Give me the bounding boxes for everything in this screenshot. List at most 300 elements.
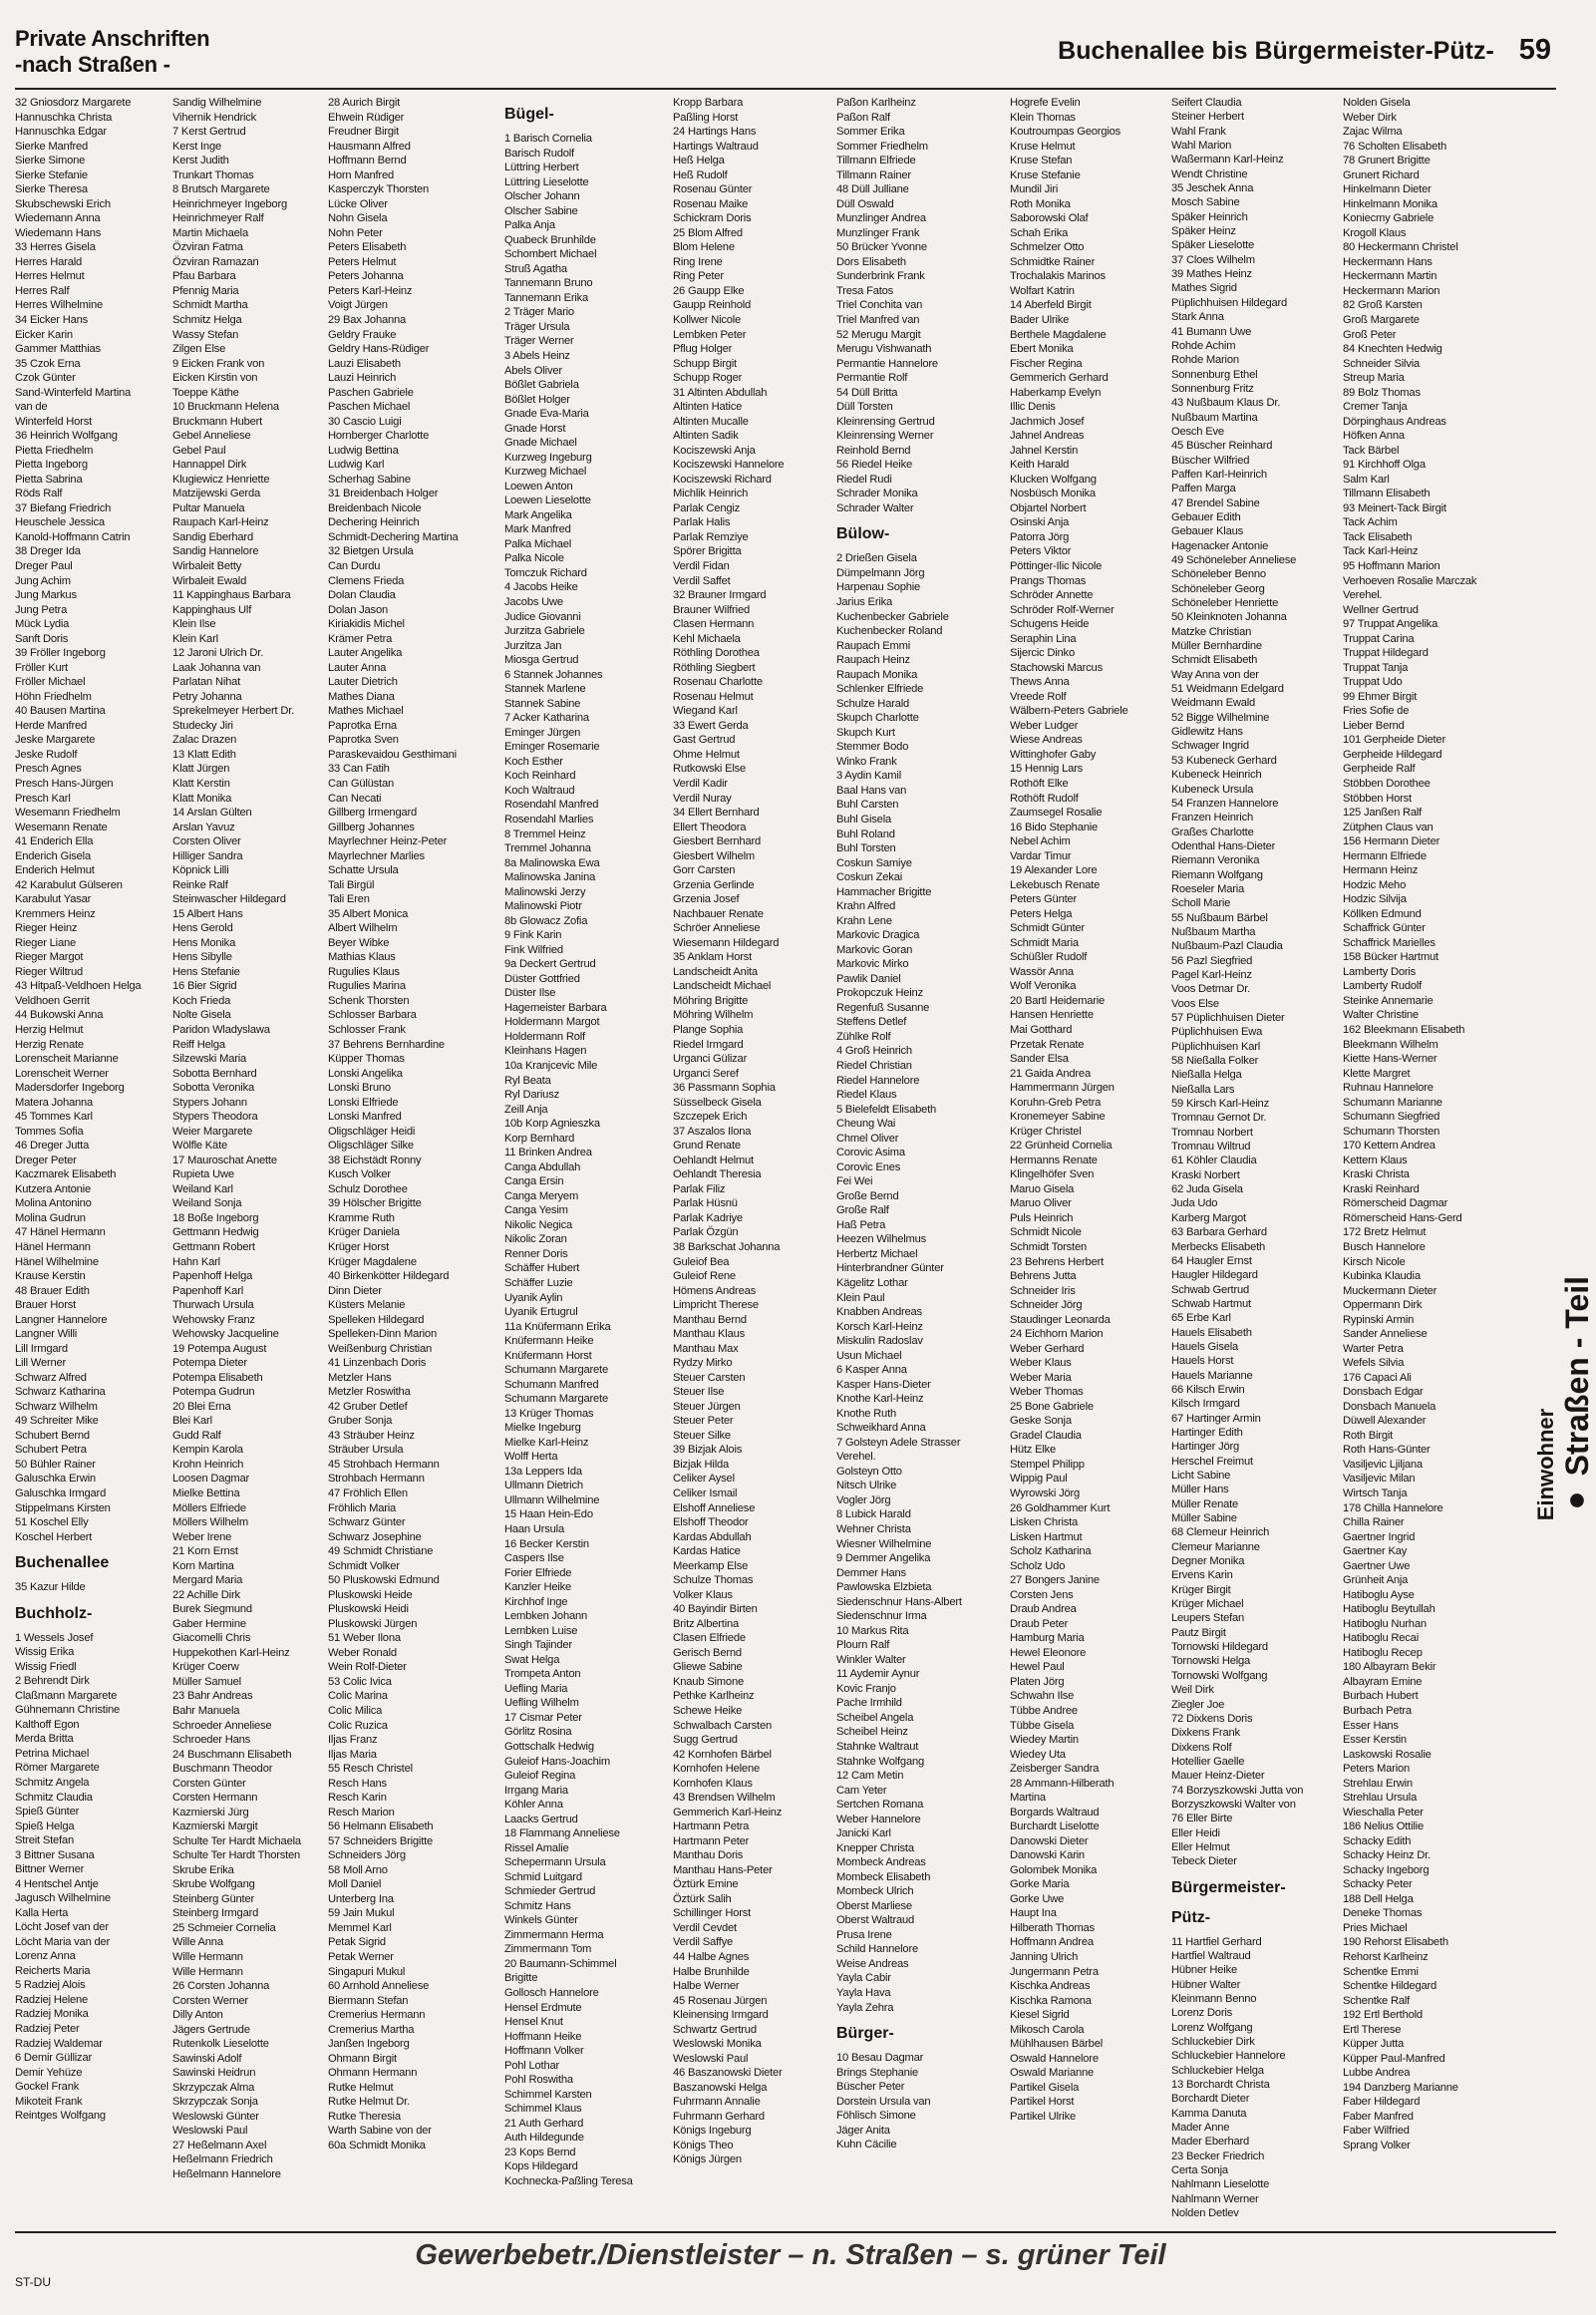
resident-entry: Wellner Gertrud <box>1343 603 1419 616</box>
resident-entry: Hatiboglu Ayse <box>1343 1588 1415 1601</box>
resident-entry: 15 Albert Hans <box>172 907 243 920</box>
resident-entry: Schmidt-Dechering Martina <box>328 530 459 543</box>
resident-entry: Fuhrmann Gerhard <box>673 2110 765 2123</box>
resident-entry: Tornowski Hildegard <box>1171 1641 1268 1654</box>
resident-entry: Guleiof Rene <box>673 1270 736 1283</box>
resident-entry: Huppekothen Karl-Heinz <box>172 1646 290 1659</box>
resident-entry: Hänel Hermann <box>15 1240 91 1253</box>
resident-entry: 23 Kops Bernd <box>504 2146 576 2158</box>
resident-entry: Weber Dirk <box>1343 111 1397 124</box>
resident-entry: Galuschka Irmgard <box>15 1488 107 1499</box>
resident-entry: Sunderbrink Frank <box>836 270 925 283</box>
resident-entry: Krüger Daniela <box>328 1226 400 1239</box>
resident-entry: Prokopczuk Heinz <box>836 987 923 1000</box>
resident-entry: Seraphin Lina <box>1010 632 1077 645</box>
resident-entry: Kronemeyer Sabine <box>1010 1111 1106 1124</box>
resident-entry: 39 Bizjak Alois <box>673 1444 743 1457</box>
resident-entry: 11a Knüfermann Erika <box>504 1320 611 1333</box>
resident-entry: Schwager Ingrid <box>1171 740 1249 753</box>
resident-entry: Heinrichmeyer Ralf <box>172 212 264 225</box>
resident-entry: Grünheit Anja <box>1343 1574 1409 1587</box>
resident-entry: Wiesner Wilhelmine <box>836 1537 932 1550</box>
resident-entry: Steinke Annemarie <box>1343 994 1434 1007</box>
resident-entry: Weil Dirk <box>1171 1684 1214 1697</box>
resident-entry: Rosenau Charlotte <box>673 676 763 689</box>
resident-entry: 45 Büscher Reinhard <box>1171 440 1273 453</box>
resident-entry: Düster Gottfried <box>504 972 580 985</box>
resident-entry: Malinowski Jerzy <box>504 885 586 898</box>
street-heading: Bülow- <box>836 525 890 543</box>
resident-entry: Paschen Michael <box>328 401 411 414</box>
resident-entry: Usun Michael <box>836 1349 902 1362</box>
resident-entry: Jarius Erika <box>836 596 893 608</box>
resident-entry: Lonski Angelika <box>328 1067 403 1080</box>
resident-entry: Pluskowski Jürgen <box>328 1617 418 1630</box>
resident-entry: Mayrlechner Heinz-Peter <box>328 835 448 848</box>
street-heading: Bürgermeister- <box>1171 1878 1286 1896</box>
resident-entry: Späker Heinrich <box>1171 210 1248 223</box>
resident-entry: Öztürk Emine <box>673 1878 739 1891</box>
resident-entry: Oligschläger Silke <box>328 1140 414 1153</box>
resident-entry: Pfau Barbara <box>172 270 236 283</box>
resident-entry: Öztürk Salih <box>673 1892 732 1905</box>
resident-entry: Haan Ursula <box>504 1523 564 1535</box>
resident-entry: Kamma Danuta <box>1171 2107 1247 2120</box>
resident-entry: 31 Breidenbach Holger <box>328 488 439 500</box>
resident-entry: Thews Anna <box>1010 676 1070 689</box>
resident-entry: Roth Birgit <box>1343 1429 1394 1442</box>
resident-entry: 33 Herres Gisela <box>15 241 96 254</box>
resident-entry: Juda Udo <box>1171 1197 1218 1210</box>
resident-entry: 22 Grünheid Cornelia <box>1010 1140 1113 1153</box>
resident-entry: Silzewski Maria <box>172 1053 247 1066</box>
resident-entry: Iljas Maria <box>328 1748 377 1761</box>
address-columns <box>15 96 1530 2229</box>
resident-entry: Gaber Hermine <box>172 1617 246 1630</box>
resident-entry: Walter Christine <box>1343 1009 1419 1022</box>
resident-entry: Parlak Hüsnü <box>673 1197 738 1210</box>
resident-entry: Parlak Filiz <box>673 1182 726 1195</box>
resident-entry: Paßon Ralf <box>836 111 890 124</box>
resident-entry: Pache Irmhild <box>836 1697 902 1710</box>
resident-entry: Resch Karin <box>328 1792 387 1805</box>
resident-entry: Hensel Erdmute <box>504 2001 582 2014</box>
resident-entry: Koutroumpas Georgios <box>1010 126 1121 139</box>
resident-entry: Hermann Heinz <box>1343 864 1419 877</box>
resident-entry: Matera Johanna <box>15 1096 94 1109</box>
resident-entry: Molina Gudrun <box>15 1211 86 1224</box>
resident-entry: Späker Lieselotte <box>1171 239 1255 252</box>
resident-entry: 28 Ammann-Hilberath <box>1010 1777 1115 1790</box>
resident-entry: Uefling Maria <box>504 1682 568 1695</box>
resident-entry: 20 Blei Erna <box>172 1400 231 1413</box>
resident-entry: 35 Kazur Hilde <box>15 1581 86 1594</box>
resident-entry: 48 Brauer Edith <box>15 1284 90 1297</box>
resident-entry: Janßen Ingeborg <box>328 2038 410 2051</box>
resident-entry: Lembken Johann <box>504 1610 588 1623</box>
resident-entry: Jägers Gertrude <box>172 2023 250 2036</box>
resident-entry: 9 Demmer Angelika <box>836 1552 931 1565</box>
resident-entry: 47 Hänel Hermann <box>15 1226 106 1239</box>
resident-entry: Sandig Eberhard <box>172 530 253 543</box>
resident-entry: Ring Peter <box>673 270 724 283</box>
resident-entry: Gemmerich Gerhard <box>1010 372 1109 385</box>
resident-entry: Verehel. <box>1343 589 1383 602</box>
resident-entry: Herres Harald <box>15 255 83 268</box>
resident-entry: Mark Angelika <box>504 508 572 521</box>
resident-entry: 51 Weidmann Edelgard <box>1171 683 1284 696</box>
resident-entry: Oesch Eve <box>1171 425 1224 438</box>
resident-entry: Hens Gerold <box>172 922 233 935</box>
resident-entry: Schrader Walter <box>836 501 914 514</box>
resident-entry: Gorke Maria <box>1010 1878 1070 1891</box>
resident-entry: Fuhrmann Annalie <box>673 2096 761 2109</box>
resident-entry: Langner Willi <box>15 1328 78 1341</box>
resident-entry: 23 Bahr Andreas <box>172 1690 253 1703</box>
resident-entry: 93 Meinert-Tack Birgit <box>1343 501 1446 514</box>
resident-entry: Schewe Heike <box>673 1704 743 1717</box>
resident-entry: Martina <box>1010 1792 1046 1805</box>
resident-entry: Herde Manfred <box>15 719 88 732</box>
resident-entry: Dors Elisabeth <box>836 255 906 268</box>
resident-entry: Degner Monika <box>1171 1555 1245 1568</box>
resident-entry: Volker Klaus <box>673 1588 733 1601</box>
resident-entry: Danowski Dieter <box>1010 1834 1089 1847</box>
resident-entry: Tomczuk Richard <box>504 566 587 579</box>
resident-entry: Lieber Bernd <box>1343 719 1405 732</box>
resident-entry: Wefels Silvia <box>1343 1357 1405 1370</box>
resident-entry: 4 Jacobs Heike <box>504 581 578 594</box>
resident-entry: Dümpelmann Jörg <box>836 566 925 579</box>
resident-entry: 52 Merugu Margit <box>836 328 921 341</box>
resident-entry: Oehlandt Helmut <box>673 1154 754 1166</box>
directory-column <box>673 96 808 2229</box>
resident-entry: Skrzypczak Alma <box>172 2081 255 2094</box>
resident-entry: 9 Fink Karin <box>504 929 562 942</box>
resident-entry: Skupch Kurt <box>836 726 895 739</box>
resident-entry: Markovic Mirko <box>836 958 909 971</box>
resident-entry: Strehlau Ursula <box>1343 1792 1418 1805</box>
resident-entry: 34 Ellert Bernhard <box>673 807 760 820</box>
resident-entry: Peters Johanna <box>328 270 404 283</box>
resident-entry: Radziej Helene <box>15 1993 89 2006</box>
resident-entry: 42 Kornhofen Bärbel <box>673 1748 772 1761</box>
resident-entry: Hartmann Peter <box>673 1834 750 1847</box>
resident-entry: Düll Torsten <box>836 401 893 414</box>
resident-entry: 156 Hermann Dieter <box>1343 835 1440 848</box>
resident-entry: 58 Nießalla Folker <box>1171 1055 1259 1068</box>
resident-entry: Renner Doris <box>504 1247 568 1260</box>
resident-entry: 40 Bayindir Birten <box>673 1603 758 1616</box>
resident-entry: Köhler Anna <box>504 1799 563 1812</box>
resident-entry: 2 Behrendt Dirk <box>15 1675 90 1688</box>
resident-entry: Schlosser Frank <box>328 1024 406 1036</box>
resident-entry: Markovic Goran <box>836 943 913 956</box>
resident-entry: Oswald Hannelore <box>1010 2052 1099 2065</box>
resident-entry: Saborowski Olaf <box>1010 212 1089 225</box>
resident-entry: Kanold-Hoffmann Catrin <box>15 530 131 543</box>
resident-entry: Can Durdu <box>328 560 381 572</box>
resident-entry: Nikolic Zoran <box>504 1233 567 1246</box>
resident-entry: Peters Helmut <box>328 255 397 268</box>
resident-entry: Wiese Andreas <box>1010 734 1083 747</box>
resident-entry: 54 Düll Britta <box>836 386 898 399</box>
resident-entry: Lembken Peter <box>673 328 747 341</box>
resident-entry: Lauter Anna <box>328 661 387 674</box>
resident-entry: Schacky Heinz Dr. <box>1343 1849 1431 1862</box>
resident-entry: Schlosser Barbara <box>328 1009 417 1022</box>
resident-entry: Kuhn Cäcilie <box>836 2139 897 2151</box>
resident-entry: 14 Aberfeld Birgit <box>1010 299 1092 312</box>
resident-entry: Herres Ralf <box>15 284 70 297</box>
resident-entry: Forier Elfriede <box>504 1566 572 1579</box>
resident-entry: Warter Petra <box>1343 1342 1404 1355</box>
resident-entry: 30 Cascio Luigi <box>328 415 402 428</box>
resident-entry: 23 Behrens Herbert <box>1010 1255 1105 1268</box>
resident-entry: Jäger Anita <box>836 2124 890 2137</box>
resident-entry: 1 Barisch Cornelia <box>504 133 592 145</box>
resident-entry: Sobotta Bernhard <box>172 1067 257 1080</box>
resident-entry: Heckermann Marion <box>1343 284 1440 297</box>
resident-entry: Martin Michaela <box>172 226 248 239</box>
resident-entry: Schröder Rolf-Werner <box>1010 603 1115 616</box>
resident-entry: Peters Elisabeth <box>328 241 407 254</box>
resident-entry: Schmidt Günter <box>1010 922 1085 935</box>
resident-entry: Dorstein Ursula van <box>836 2095 931 2108</box>
resident-entry: Hoffmann Heike <box>504 2030 582 2043</box>
resident-entry: 45 Strohbach Hermann <box>328 1458 440 1471</box>
resident-entry: Wehner Christa <box>836 1523 911 1535</box>
resident-entry: Kropp Barbara <box>673 97 744 109</box>
resident-entry: 8a Malinowska Ewa <box>504 856 600 869</box>
resident-entry: Madersdorfer Ingeborg <box>15 1082 125 1095</box>
resident-entry: Sonnenburg Ethel <box>1171 368 1258 381</box>
resident-entry: Wippig Paul <box>1010 1473 1068 1486</box>
resident-entry: Kischka Ramona <box>1010 1994 1092 2007</box>
resident-entry: 39 Hölscher Brigitte <box>328 1197 422 1210</box>
resident-entry: 49 Schmidt Christiane <box>328 1545 434 1558</box>
resident-entry: Krüger Coerw <box>172 1661 239 1674</box>
resident-entry: Licht Sabine <box>1171 1470 1231 1482</box>
resident-entry: 67 Hartinger Armin <box>1171 1412 1261 1425</box>
resident-entry: Hinkelmann Monika <box>1343 197 1437 210</box>
resident-entry: Büscher Wilfried <box>1171 454 1250 467</box>
resident-entry: 35 Czok Erna <box>15 357 81 370</box>
resident-entry: 9 Eicken Frank von <box>172 357 265 370</box>
resident-entry: Wehowsky Franz <box>172 1313 255 1326</box>
resident-entry: 21 Gaida Andrea <box>1010 1067 1091 1080</box>
resident-entry: Voigt Jürgen <box>328 299 388 312</box>
resident-entry: 101 Gerpheide Dieter <box>1343 734 1445 747</box>
resident-entry: Özviran Ramazan <box>172 255 259 268</box>
resident-entry: Träger Werner <box>504 335 574 348</box>
resident-entry: Nußbaum Martina <box>1171 411 1258 424</box>
resident-entry: Pietta Sabrina <box>15 473 83 486</box>
resident-entry: Pautz Birgit <box>1171 1626 1226 1639</box>
resident-entry: 8b Glowacz Zofia <box>504 914 588 927</box>
resident-entry: Petak Werner <box>328 1951 394 1963</box>
resident-entry: 36 Passmann Sophia <box>673 1082 776 1095</box>
resident-entry: 46 Baszanowski Dieter <box>673 2067 783 2080</box>
resident-entry: Jurzitza Gabriele <box>504 625 585 638</box>
resident-entry: Klatt Monika <box>172 792 232 805</box>
resident-entry: Riedel Hannelore <box>836 1074 920 1087</box>
resident-entry: Weber Ludger <box>1010 719 1079 732</box>
resident-entry: Schentke Hildegard <box>1343 1980 1437 1993</box>
resident-entry: 56 Riedel Heike <box>836 459 912 472</box>
resident-entry: Ervens Karin <box>1171 1569 1233 1582</box>
resident-entry: Zimmermann Tom <box>504 1943 592 1956</box>
resident-entry: Gottschalk Hedwig <box>504 1740 594 1753</box>
resident-entry: Mergard Maria <box>172 1574 243 1587</box>
resident-entry: Streup Maria <box>1343 372 1405 385</box>
resident-entry: Mombeck Elisabeth <box>836 1870 931 1883</box>
resident-entry: Weslowski Günter <box>172 2110 259 2123</box>
resident-entry: 63 Barbara Gerhard <box>1171 1226 1267 1239</box>
resident-entry: Schrader Monika <box>836 488 918 500</box>
resident-entry: Corsten Oliver <box>172 835 241 848</box>
resident-entry: Siedenschnur Irma <box>836 1610 927 1623</box>
resident-entry: Schmidt Elisabeth <box>1171 654 1258 667</box>
resident-entry: Raupach Karl-Heinz <box>172 516 269 529</box>
resident-entry: Miskulin Radoslav <box>836 1335 923 1348</box>
resident-entry: Tack Bärbel <box>1343 444 1400 457</box>
resident-entry: Jahnel Kerstin <box>1010 444 1079 457</box>
resident-entry: Büscher Peter <box>836 2081 905 2094</box>
resident-entry: Roeseler Maria <box>1171 882 1245 895</box>
resident-entry: 25 Bone Gabriele <box>1010 1400 1094 1413</box>
resident-entry: Vihernik Hendrick <box>172 111 257 124</box>
resident-entry: 13 Borchardt Christa <box>1171 2079 1270 2092</box>
resident-entry: Schubert Petra <box>15 1444 87 1457</box>
resident-entry: 35 Jeschek Anna <box>1171 182 1254 195</box>
resident-entry: Grzenia Gerlinde <box>673 878 755 891</box>
resident-entry: Chmel Oliver <box>836 1132 899 1145</box>
resident-entry: Mikosch Carola <box>1010 2023 1085 2036</box>
resident-entry: Große Ralf <box>836 1204 889 1217</box>
resident-entry: Cheung Wai <box>836 1118 896 1131</box>
resident-entry: Olscher Sabine <box>504 204 578 217</box>
resident-entry: Kociszewski Richard <box>673 473 772 486</box>
resident-entry: 8 Lubick Harald <box>836 1508 911 1521</box>
resident-entry: 37 Behrens Bernhardine <box>328 1038 445 1051</box>
resident-entry: Parlak Remziye <box>673 530 749 543</box>
resident-entry: Rutkowski Else <box>673 763 747 776</box>
resident-entry: 64 Haugler Ernst <box>1171 1254 1252 1267</box>
resident-entry: Pries Michael <box>1343 1921 1408 1934</box>
resident-entry: Ellert Theodora <box>673 821 747 833</box>
resident-entry: 4 Hentschel Antje <box>15 1877 99 1890</box>
resident-entry: 21 Korn Ernst <box>172 1545 238 1558</box>
resident-entry: Kuchenbecker Roland <box>836 625 943 638</box>
resident-entry: Röthling Dorothea <box>673 647 760 660</box>
resident-entry: Radziej Monika <box>15 2008 89 2021</box>
resident-entry: Wiedey Uta <box>1010 1748 1066 1761</box>
resident-entry: Süsselbeck Gisela <box>673 1096 762 1109</box>
resident-entry: Uyanik Ertugrul <box>504 1306 578 1319</box>
resident-entry: Kleinensing Irmgard <box>673 2009 769 2022</box>
resident-entry: Celiker Ismail <box>673 1488 738 1499</box>
resident-entry: Rehorst Karlheinz <box>1343 1951 1429 1963</box>
resident-entry: Schmidt Volker <box>328 1559 400 1572</box>
resident-entry: 50 Kleinknoten Johanna <box>1171 611 1287 624</box>
resident-entry: Janning Ulrich <box>1010 1951 1079 1963</box>
resident-entry: Mombeck Ulrich <box>836 1885 914 1898</box>
resident-entry: Buschmann Theodor <box>172 1763 273 1776</box>
resident-entry: Giacomelli Chris <box>172 1632 251 1645</box>
resident-entry: Faber Hildegard <box>1343 2096 1421 2109</box>
resident-entry: Kollwer Nicole <box>673 313 742 326</box>
resident-entry: 27 Heßelmann Axel <box>172 2139 267 2151</box>
resident-entry: 38 Barkschat Johanna <box>673 1240 781 1253</box>
resident-entry: Grzenia Josef <box>673 893 740 906</box>
side-label-line2: ● Straßen - Teil <box>1559 1276 1595 1521</box>
resident-entry: 125 Janßen Ralf <box>1343 807 1423 820</box>
resident-entry: Lubbe Andrea <box>1343 2067 1411 2080</box>
resident-entry: Gebel Paul <box>172 444 226 457</box>
resident-entry: Kops Hildegard <box>504 2160 578 2173</box>
resident-entry: 10a Kranjcevic Mile <box>504 1060 598 1072</box>
resident-entry: Chilla Rainer <box>1343 1516 1405 1529</box>
resident-entry: Nolte Gisela <box>172 1009 231 1022</box>
resident-entry: Möllers Wilhelm <box>172 1516 248 1529</box>
resident-entry: Kubeneck Ursula <box>1171 783 1254 796</box>
resident-entry: Müller Renate <box>1171 1497 1239 1510</box>
resident-entry: 3 Aydin Kamil <box>836 770 901 783</box>
resident-entry: Seifert Claudia <box>1171 97 1242 109</box>
resident-entry: Peters Günter <box>1010 893 1078 906</box>
resident-entry: Schumann Siegfried <box>1343 1111 1440 1124</box>
resident-entry: Sierke Simone <box>15 155 86 167</box>
resident-entry: Klein Thomas <box>1010 111 1076 124</box>
resident-entry: Eicker Karin <box>15 328 73 341</box>
resident-entry: 172 Bretz Helmut <box>1343 1226 1427 1239</box>
resident-entry: 41 Linzenbach Doris <box>328 1357 427 1370</box>
resident-entry: Kraski Reinhard <box>1343 1182 1420 1195</box>
resident-entry: Hens Stefanie <box>172 965 240 978</box>
resident-entry: Püplichhuisen Karl <box>1171 1040 1261 1053</box>
resident-entry: Schneider Jörg <box>1010 1299 1083 1312</box>
resident-entry: Eminger Jürgen <box>504 726 581 739</box>
resident-entry: Herbertz Michael <box>836 1247 918 1260</box>
resident-entry: Buhl Roland <box>836 827 895 840</box>
resident-entry: Schneider Iris <box>1010 1284 1076 1297</box>
resident-entry: Schumann Manfred <box>504 1378 599 1391</box>
resident-entry: 54 Franzen Hannelore <box>1171 797 1279 810</box>
resident-entry: Corsten Werner <box>172 1994 248 2007</box>
resident-entry: Wiedemann Hans <box>15 226 102 239</box>
resident-entry: 50 Brücker Yvonne <box>836 241 927 254</box>
resident-entry: Steinwascher Hildegard <box>172 893 286 906</box>
resident-entry: Partikel Horst <box>1010 2096 1075 2109</box>
resident-entry: Schacky Peter <box>1343 1878 1413 1891</box>
resident-entry: Rutke Helmut Dr. <box>328 2096 410 2109</box>
resident-entry: Koschel Herbert <box>15 1530 93 1543</box>
resident-entry: 1 Wessels Josef <box>15 1631 94 1644</box>
resident-entry: Lücke Oliver <box>328 197 388 210</box>
resident-entry: Wesemann Friedhelm <box>15 807 121 820</box>
resident-entry: Sertchen Romana <box>836 1799 924 1812</box>
resident-entry: Patorra Jörg <box>1010 530 1070 543</box>
resident-entry: Özviran Fatma <box>172 241 243 254</box>
resident-entry: Dilly Anton <box>172 2009 223 2022</box>
resident-entry: Reintges Wolfgang <box>15 2110 106 2123</box>
resident-entry: Colic Marina <box>328 1690 388 1703</box>
resident-entry: 60 Arnhold Anneliese <box>328 1980 430 1993</box>
resident-entry: Hütz Elke <box>1010 1444 1057 1457</box>
resident-entry: Kanzler Heike <box>504 1581 572 1594</box>
resident-entry: Manthau Hans-Peter <box>673 1863 773 1876</box>
